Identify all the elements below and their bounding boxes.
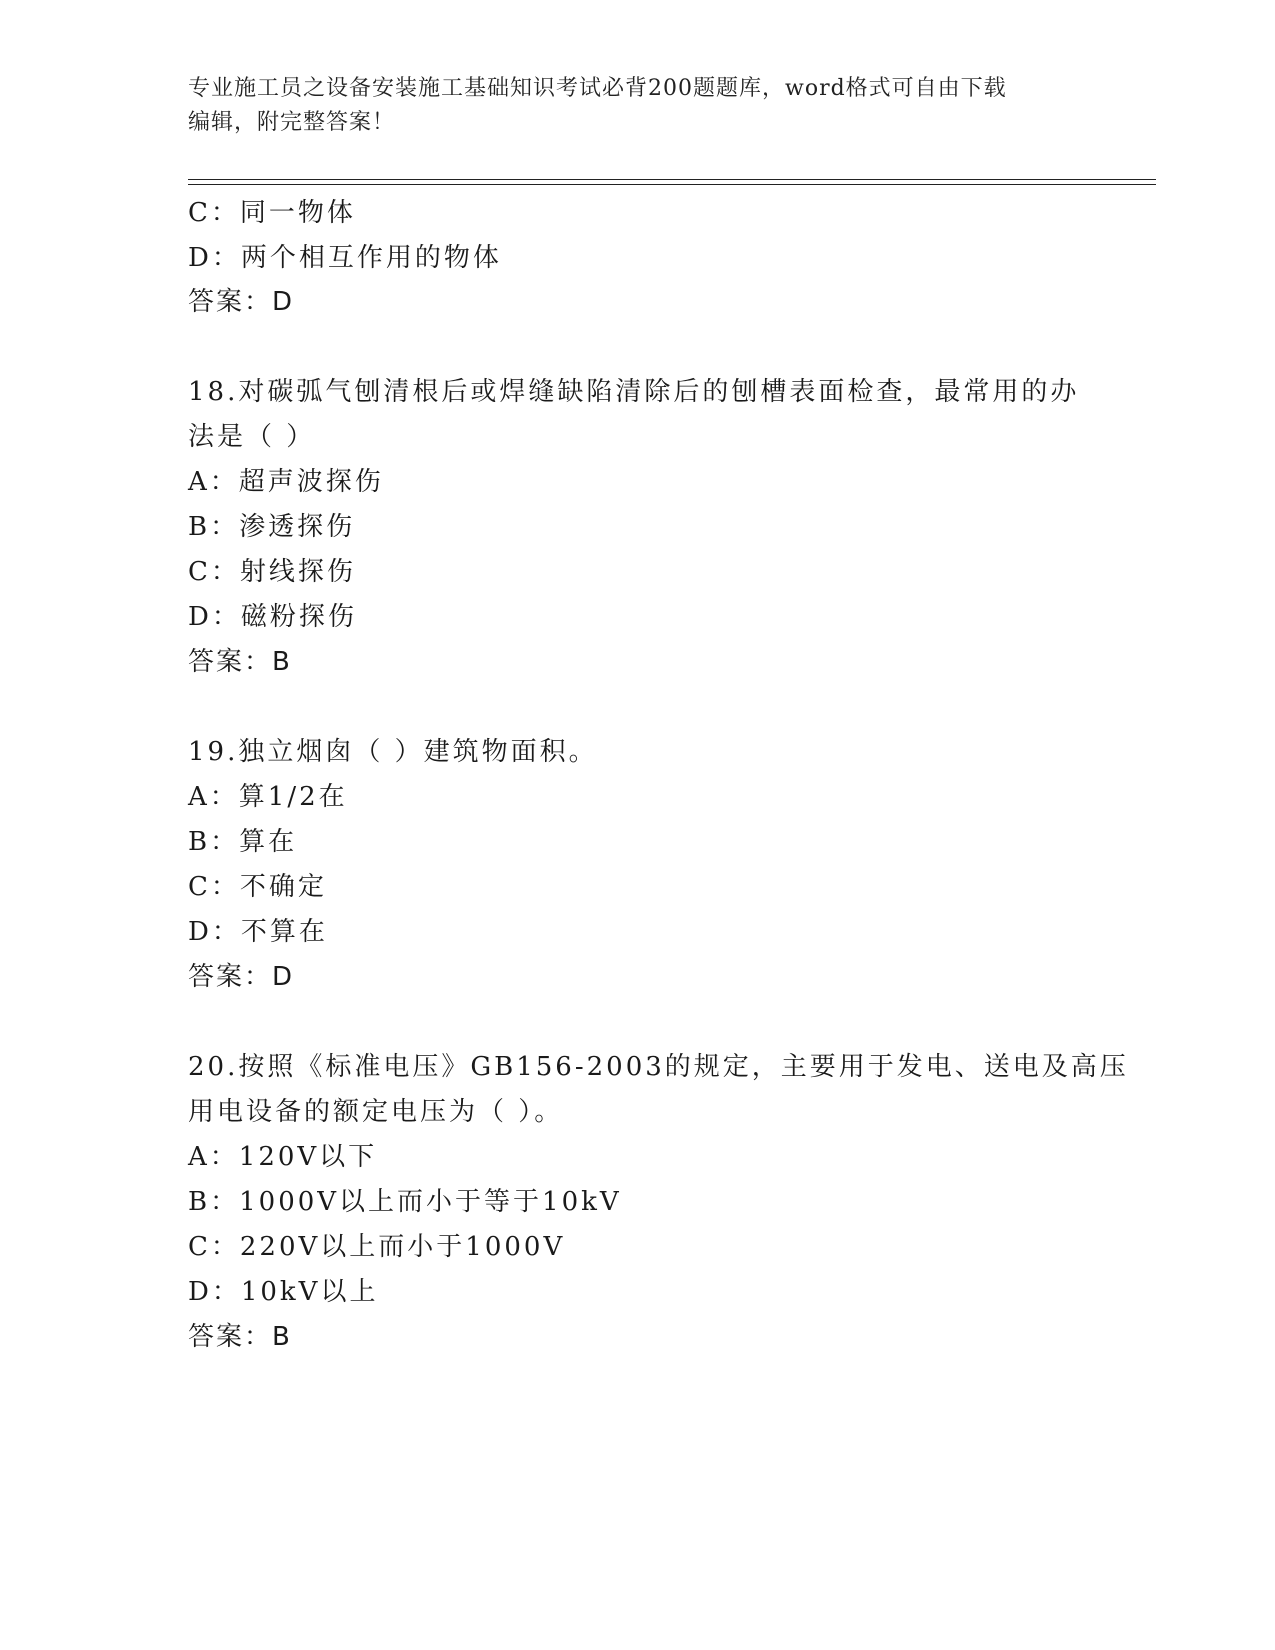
q18-option-a: A：超声波探伤 (188, 467, 384, 497)
q20-option-b: B：1000V以上而小于等于10kV (188, 1187, 622, 1217)
q19-answer: 答案：D (188, 962, 295, 992)
q18-option-b: B：渗透探伤 (188, 512, 356, 542)
header-divider-top (188, 179, 1156, 180)
header-divider-bottom (188, 184, 1156, 185)
q19-option-a: A：算1/2在 (188, 782, 348, 812)
q19-option-b: B：算在 (188, 827, 298, 857)
q18-answer: 答案：B (188, 647, 292, 677)
q18-option-c: C：射线探伤 (188, 557, 356, 587)
q20-stem-line-1: 20.按照《标准电压》GB156-2003的规定，主要用于发电、送电及高压 (188, 1052, 1129, 1082)
q19-option-c: C：不确定 (188, 872, 327, 902)
q20-stem-line-2: 用电设备的额定电压为（ ）。 (188, 1097, 564, 1127)
q17-answer: 答案：D (188, 287, 295, 317)
q20-option-d: D：10kV以上 (188, 1277, 379, 1307)
q20-option-a: A：120V以下 (188, 1142, 378, 1172)
header-line-2: 编辑，附完整答案！ (188, 110, 396, 135)
q18-stem-line-1: 18.对碳弧气刨清根后或焊缝缺陷清除后的刨槽表面检查，最常用的办 (188, 377, 1080, 407)
header-line-1: 专业施工员之设备安装施工基础知识考试必背200题题库，word格式可自由下载 (188, 76, 1007, 101)
document-header (188, 72, 1088, 140)
q19-stem: 19.独立烟囱（ ）建筑物面积。 (188, 737, 598, 767)
q20-option-c: C：220V以上而小于1000V (188, 1232, 566, 1262)
q20-answer: 答案：B (188, 1322, 292, 1352)
q18-option-d: D：磁粉探伤 (188, 602, 357, 632)
q17-option-c: C：同一物体 (188, 198, 356, 228)
q17-option-d: D：两个相互作用的物体 (188, 243, 502, 273)
q18-stem-line-2: 法是（ ） (188, 422, 316, 452)
q19-option-d: D：不算在 (188, 917, 328, 947)
